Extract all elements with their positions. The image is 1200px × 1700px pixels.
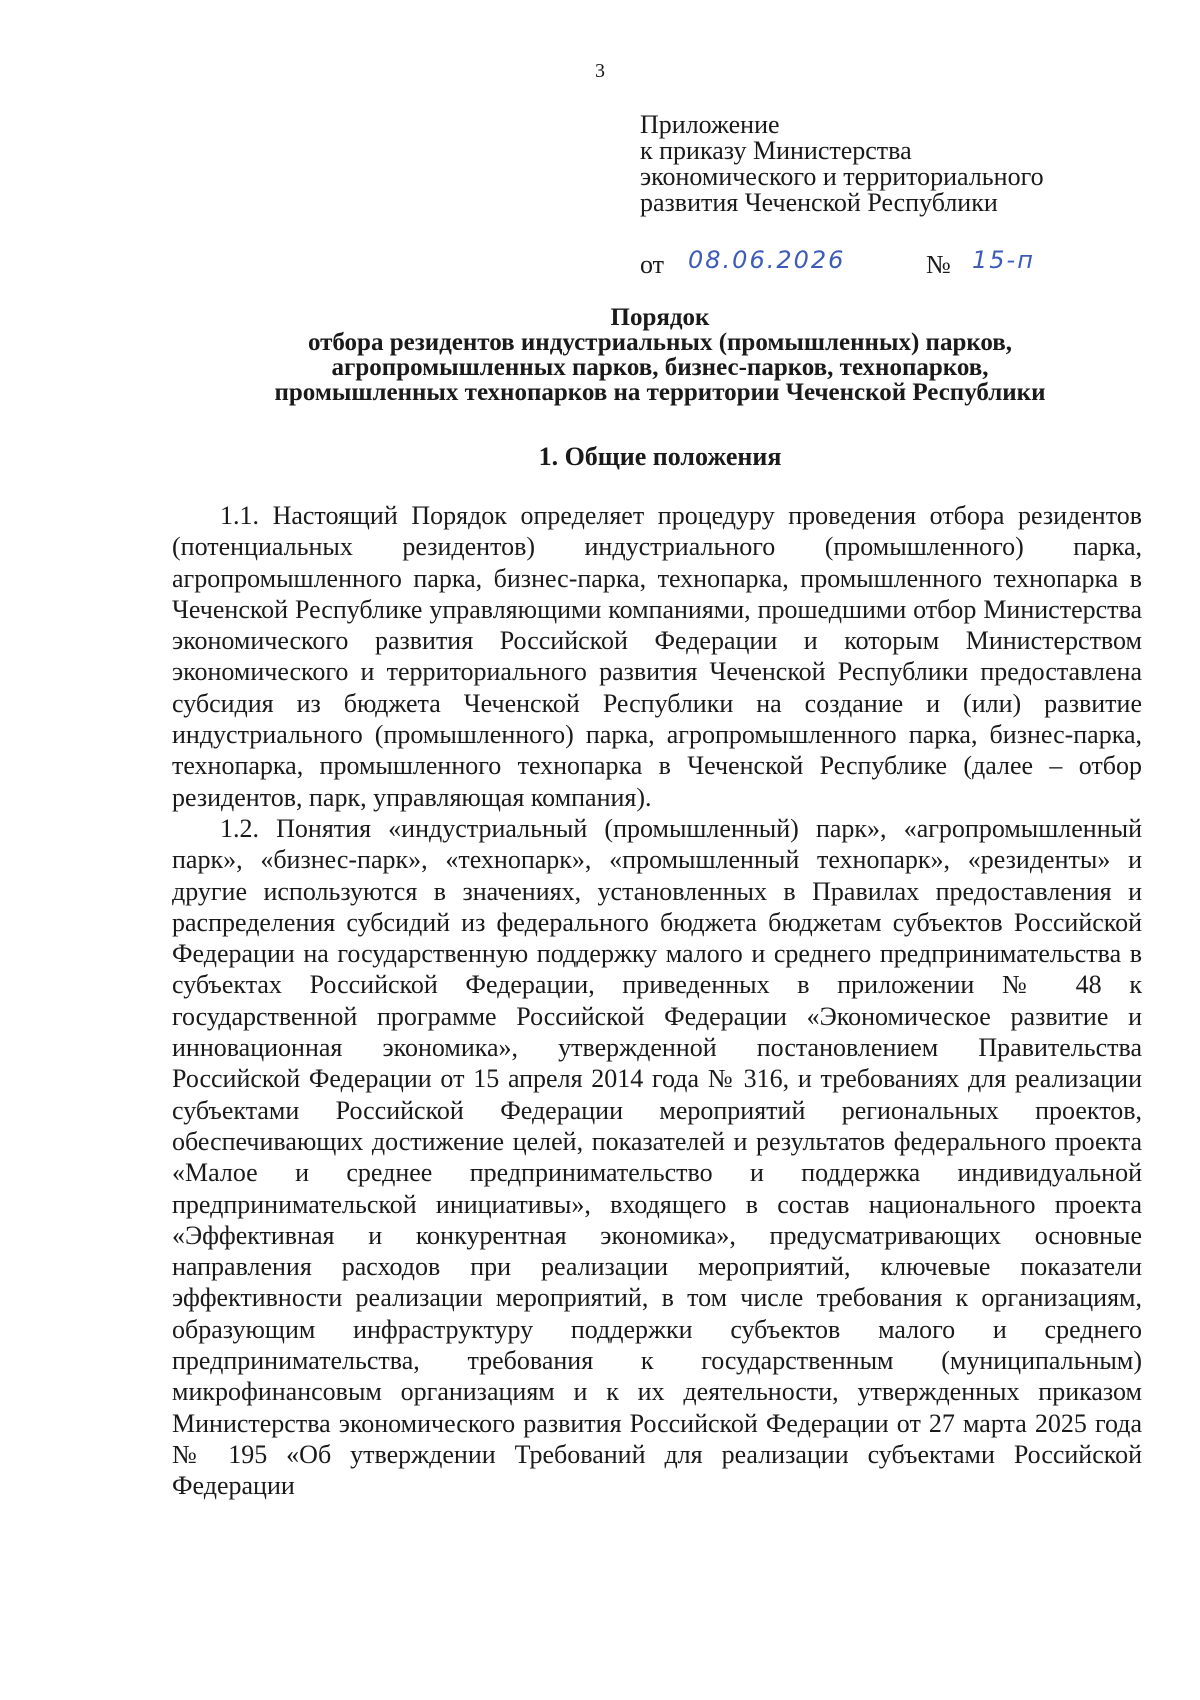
- paragraph-1-2: 1.2. Понятия «индустриальный (промышленный) парк», «агропромышленный парк», «бизнес-парк», «технопарк», «промышленный технопарк», «резиденты» и другие используются в значениях, установленных в Правилах предоставления и распределения субсидий из федерального бюджета бюджетам субъектов Российской Федерации на государственную поддержку малого и среднего предпринимательства в субъектах Российской Федерации, приведенных в приложении № 48 к государственной программе Российской Федерации «Экономическое развитие и инновационная экономика», утвержденной постановлением Правительства Российской Федерации от 15 апреля 2014 года № 316, и требованиях для реализации субъектами Российской Федерации мероприятий региональных проектов, обеспечивающих достижение целей, показателей и результатов федерального проекта «Малое и среднее предпринимательство и поддержка индивидуальной предпринимательской инициативы», входящего в состав национального проекта «Эффективная и конкурентная экономика», предусматривающих основные направления расходов при реализации мероприятий, ключевые показатели эффективности реализации мероприятий, в том числе требования к организациям, образующим инфраструктуру поддержки субъектов малого и среднего предпринимательства, требования к государственным (муниципальным) микрофинансовым организациям и к их деятельности, утвержденных приказом Министерства экономического развития Российской Федерации от 27 марта 2025 года № 195 «Об утверждении Требований для реализации субъектами Российской Федерации: [172, 813, 1142, 1501]
- appendix-line: развития Чеченской Республики: [640, 188, 998, 217]
- title-line: Порядок: [610, 304, 710, 331]
- title-line: агропромышленных парков, бизнес-парков, технопарков,: [331, 354, 989, 381]
- title-line: промышленных технопарков на территории Чеченской Республики: [274, 379, 1046, 406]
- appendix-line: Приложение: [640, 110, 780, 139]
- section-heading: 1. Общие положения: [538, 442, 782, 471]
- appendix-block: [640, 112, 1044, 216]
- order-reference: [640, 246, 1035, 280]
- date-label: от: [640, 250, 665, 279]
- page-number: 3: [595, 60, 605, 82]
- body-text: [172, 500, 1142, 1502]
- number-label: №: [926, 250, 951, 279]
- appendix-line: экономического и территориального: [640, 162, 1044, 191]
- handwritten-date: 08.06.2026: [688, 246, 846, 274]
- document-title: [0, 305, 1200, 405]
- paragraph-1-1: 1.1. Настоящий Порядок определяет процедуру проведения отбора резидентов (потенциальных резидентов) индустриального (промышленного) парка, агропромышленного парка, бизнес-парка, технопарка, промышленного технопарка в Чеченской Республике управляющими компаниями, прошедшими отбор Министерства экономического развития Российской Федерации и которым Министерством экономического и территориального развития Чеченской Республики предоставлена субсидия из бюджета Чеченской Республики на создание и (или) развитие индустриального (промышленного) парка, агропромышленного парка, бизнес-парка, технопарка, промышленного технопарка в Чеченской Республике (далее – отбор резидентов, парк, управляющая компания).: [172, 501, 1142, 812]
- handwritten-number: 15-п: [972, 246, 1035, 274]
- title-line: отбора резидентов индустриальных (промышленных) парков,: [307, 329, 1013, 356]
- appendix-line: к приказу Министерства: [640, 136, 912, 165]
